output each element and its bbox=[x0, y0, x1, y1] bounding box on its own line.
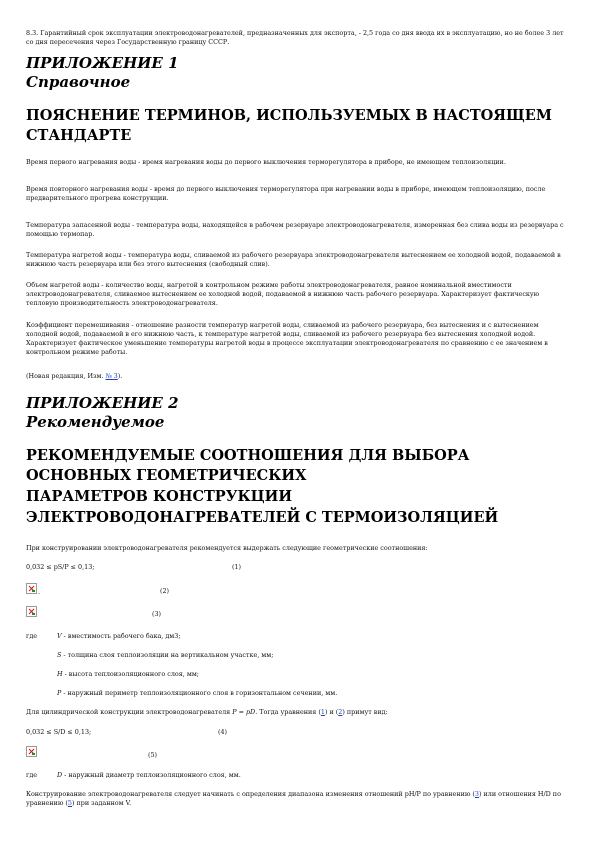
appendix2-heading-line: ОСНОВНЫХ ГЕОМЕТРИЧЕСКИХ bbox=[26, 467, 307, 484]
broken-image-icon bbox=[26, 606, 37, 617]
appendix2-subtitle: Рекомендуемое bbox=[26, 413, 165, 431]
appendix1-title: ПРИЛОЖЕНИЕ 1 bbox=[26, 54, 179, 72]
where-label: где bbox=[26, 771, 38, 779]
variable-definition bbox=[57, 771, 557, 780]
equation-number-1: (1) bbox=[232, 563, 242, 571]
revision-link[interactable]: № 3 bbox=[105, 372, 118, 380]
variable-definition bbox=[57, 689, 557, 698]
cyl-mid1: . Тогда уравнения ( bbox=[255, 708, 321, 716]
variable-definition bbox=[57, 632, 557, 641]
term-paragraph: Температура нагретой воды - температура воды, сливаемой из рабочего резервуара электроводонагревателя вытеснением ее холодной водой, подаваемой в нижнюю часть резервуара или без этого вытеснения (свободный слив). bbox=[26, 251, 561, 268]
broken-image-icon bbox=[26, 746, 37, 757]
variable-definition bbox=[57, 670, 557, 679]
appendix1-subtitle: Справочное bbox=[26, 73, 131, 91]
where-label: где bbox=[26, 632, 38, 640]
cyl-equation: P = pD bbox=[232, 708, 256, 716]
cylindrical-paragraph bbox=[26, 708, 566, 717]
cyl-prefix: Для цилиндрической конструкции электроводонагревателя bbox=[26, 708, 233, 716]
appendix1-heading: ПОЯСНЕНИЕ ТЕРМИНОВ, ИСПОЛЬЗУЕМЫХ В НАСТОЯЩЕМ СТАНДАРТЕ bbox=[26, 107, 552, 144]
variable-text: - наружный диаметр теплоизоляционного слоя, мм. bbox=[62, 771, 241, 779]
formula-4: 0,032 ≤ S/D ≤ 0,13; bbox=[26, 728, 92, 736]
variable-symbol: P bbox=[57, 689, 62, 697]
variable-symbol: H bbox=[57, 670, 63, 678]
final-text-1: Конструирование электроводонагревателя следует начинать с определения диапазона изменения отношений pH/P по уравнению ( bbox=[26, 790, 475, 798]
formula-1: 0,032 ≤ pS/P ≤ 0,13; bbox=[26, 563, 95, 571]
variable-text: - толщина слоя теплоизоляции на вертикальном участке, мм; bbox=[61, 651, 274, 659]
cyl-suffix: ) примут вид: bbox=[342, 708, 388, 716]
final-text-3: ) при заданном V. bbox=[72, 799, 132, 807]
term-paragraph: Время первого нагревания воды - время нагревания воды до первого выключения терморегулятора в приборе, не имеющем теплоизоляции. bbox=[26, 158, 506, 166]
broken-image-icon bbox=[26, 583, 37, 594]
equation-number-5: (5) bbox=[148, 751, 158, 759]
revision-prefix: (Новая редакция, Изм. bbox=[26, 372, 106, 380]
variable-symbol: S bbox=[57, 651, 62, 659]
appendix2-heading-line: ПАРАМЕТРОВ КОНСТРУКЦИИ bbox=[26, 488, 293, 505]
cyl-mid2: ) и ( bbox=[324, 708, 339, 716]
equation-link-1[interactable]: 1 bbox=[320, 708, 325, 716]
term-paragraph: Объем нагретой воды - количество воды, нагретой в контрольном режиме работы электроводонагревателя, равное номинальной вместимости электроводонагревателя, сливаемое вытеснением ее холодной водой, подаваемой в нижнюю часть рабочего резервуара. Характеризует фактическую тепловую производительность электроводонагревателя. bbox=[26, 281, 540, 307]
intro-paragraph: 8.3. Гарантийный срок эксплуатации электроводонагревателей, предназначенных для экспорта, - 2,5 года со дня ввода их в эксплуатацию, но не более 3 лет со дня пересечения через Государственную границу СССР. bbox=[26, 29, 564, 46]
term-paragraph: Время повторного нагревания воды - время до первого выключения терморегулятора при нагревании воды в приборе, имеющем теплоизоляцию, после предварительного прогрева конструкции. bbox=[26, 185, 546, 202]
term-paragraph: Температура запасенной воды - температура воды, находящейся в рабочем резервуаре электроводонагревателя, измеренная без слива воды из резервуара с помощью термопар. bbox=[26, 221, 564, 238]
equation-link-5[interactable]: 5 bbox=[67, 799, 72, 807]
equation-number-2: (2) bbox=[160, 587, 170, 595]
variable-text: - вместимость рабочего бака, дм3; bbox=[61, 632, 181, 640]
term-paragraph: Коэффициент перемешивания - отношение разности температур нагретой воды, сливаемой из рабочего резервуара, без вытеснения и с вытеснением холодной водой, подаваемой в его нижнюю часть, к температуре нагретой воды, сливаемой из рабочего резервуара без вытеснения холодной водой. Характеризует фактическое уменьшение температуры нагретой воды в процессе эксплуатации электроводонагревателя по сравнению с ее значением в контрольном режиме работы. bbox=[26, 321, 548, 356]
appendix2-intro: При конструировании электроводонагревателя рекомендуется выдержать следующие геометрические соотношения: bbox=[26, 544, 428, 552]
variable-text: - высота теплоизоляционного слоя, мм; bbox=[62, 670, 199, 678]
final-text-2: ) или отношения H/D по уравнению ( bbox=[26, 790, 561, 807]
equation-number-3: (3) bbox=[152, 610, 162, 618]
revision-suffix: ). bbox=[117, 372, 123, 380]
appendix2-title: ПРИЛОЖЕНИЕ 2 bbox=[26, 394, 179, 412]
appendix2-heading-line: ЭЛЕКТРОВОДОНАГРЕВАТЕЛЕЙ С ТЕРМОИЗОЛЯЦИЕЙ bbox=[26, 509, 499, 526]
appendix2-heading-line: РЕКОМЕНДУЕМЫЕ СООТНОШЕНИЯ ДЛЯ ВЫБОРА bbox=[26, 447, 470, 464]
variable-symbol: D bbox=[57, 771, 63, 779]
variable-symbol: V bbox=[57, 632, 62, 640]
equation-link-3[interactable]: 3 bbox=[474, 790, 479, 798]
revision-note bbox=[26, 372, 566, 381]
equation-number-4: (4) bbox=[218, 728, 228, 736]
equation-link-2[interactable]: 2 bbox=[338, 708, 343, 716]
variable-text: - наружный периметр теплоизоляционного слоя в горизонтальном сечении, мм. bbox=[61, 689, 338, 697]
final-paragraph bbox=[26, 790, 566, 808]
formula-2-dot: . bbox=[38, 588, 41, 596]
variable-definition bbox=[57, 651, 557, 660]
